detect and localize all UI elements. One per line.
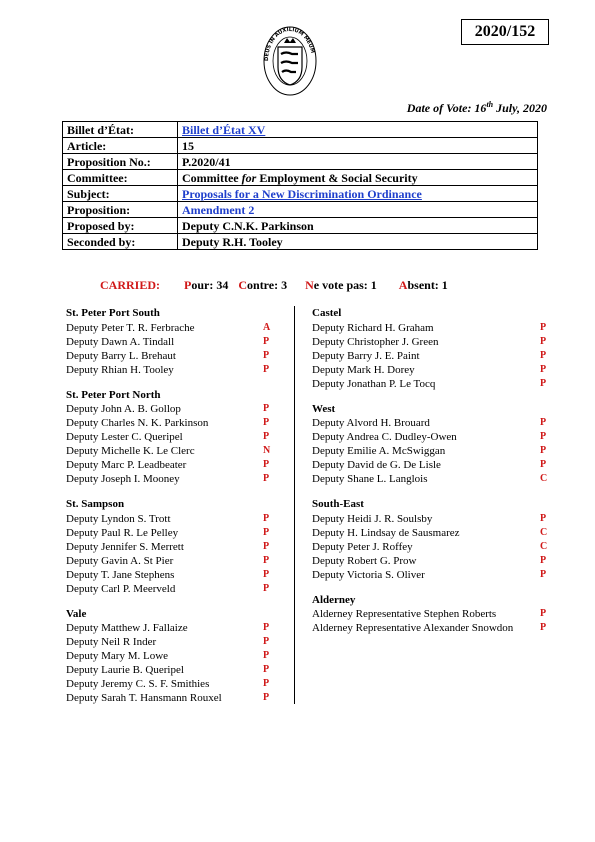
seconded-by-row	[63, 234, 538, 250]
member-row	[312, 512, 552, 526]
member-vote: P	[540, 321, 547, 333]
member-row	[66, 649, 278, 663]
seconded-by-label: Seconded by:	[63, 234, 178, 250]
member-vote: P	[263, 692, 270, 703]
member-row	[312, 621, 552, 635]
proposition-label: Proposition:	[63, 202, 178, 218]
member-row	[66, 691, 278, 705]
member-vote: P	[263, 335, 270, 347]
proposition-no-label: Proposition No.:	[63, 154, 178, 170]
member-name: Deputy Shane L. Langlois	[312, 473, 428, 485]
member-name: Deputy Robert G. Prow	[312, 554, 417, 567]
member-vote: P	[263, 349, 270, 361]
member-vote: P	[540, 512, 547, 524]
billet-row	[63, 122, 538, 138]
member-row	[66, 663, 278, 677]
member-name: Deputy Sarah T. Hansmann Rouxel	[66, 692, 222, 704]
result-status: CARRIED:	[100, 278, 160, 292]
member-name: Deputy Joseph I. Mooney	[66, 473, 180, 485]
amendment-link[interactable]: Amendment 2	[182, 202, 255, 217]
member-name: Deputy Jeremy C. S. F. Smithies	[66, 678, 210, 690]
member-row	[312, 363, 552, 377]
member-name: Deputy David de G. De Lisle	[312, 459, 441, 471]
member-name: Deputy Barry J. E. Paint	[312, 349, 420, 362]
member-row	[312, 526, 552, 540]
member-vote: A	[263, 321, 271, 333]
member-row	[66, 512, 278, 526]
member-name: Deputy Andrea C. Dudley-Owen	[312, 431, 457, 443]
member-name: Deputy Victoria S. Oliver	[312, 568, 425, 581]
member-name: Deputy Jonathan P. Le Tocq	[312, 377, 436, 390]
member-vote: P	[263, 582, 270, 594]
member-vote: P	[263, 636, 270, 647]
member-row	[66, 568, 278, 582]
member-name: Deputy Carl P. Meerveld	[66, 582, 176, 595]
member-vote: P	[263, 650, 270, 661]
member-row	[66, 526, 278, 540]
member-row	[312, 416, 552, 430]
document-reference-number: 2020/152	[461, 19, 549, 45]
group-castel	[312, 307, 552, 391]
member-row	[312, 444, 552, 458]
member-name: Deputy Heidi J. R. Soulsby	[312, 512, 433, 525]
proposed-by-label: Proposed by:	[63, 218, 178, 234]
member-vote: P	[263, 363, 270, 375]
member-name: Deputy Jennifer S. Merrett	[66, 540, 184, 553]
ne-vote-pas-count: e vote pas: 1	[313, 278, 377, 292]
article-label: Article:	[63, 138, 178, 154]
group-south-east	[312, 498, 552, 582]
member-vote: P	[540, 335, 547, 347]
vote-result-summary: CARRIED: Pour: 34 Contre: 3 Ne vote pas: 1 Absent: 1	[100, 278, 448, 292]
member-vote: C	[540, 473, 548, 484]
seal-motto: DEUS IN AUXILIUM MEUM	[263, 26, 316, 62]
member-row	[66, 472, 278, 486]
member-vote: P	[263, 568, 270, 580]
member-name: Deputy Mark H. Dorey	[312, 363, 415, 376]
member-vote: P	[540, 363, 547, 375]
guernsey-seal-icon	[262, 21, 318, 97]
member-name: Deputy T. Jane Stephens	[66, 568, 175, 581]
group-st-sampson	[66, 498, 278, 596]
committee-row	[63, 170, 538, 186]
member-vote: P	[263, 678, 270, 689]
member-vote: P	[263, 664, 270, 675]
member-row	[66, 621, 278, 635]
member-vote: P	[540, 554, 547, 566]
member-row	[66, 458, 278, 472]
member-row	[66, 349, 278, 363]
subject-row	[63, 186, 538, 202]
member-vote: P	[263, 622, 270, 633]
member-vote: P	[540, 459, 547, 470]
member-vote: P	[540, 568, 547, 580]
member-row	[66, 582, 278, 596]
member-name: Deputy Charles N. K. Parkinson	[66, 417, 209, 429]
member-row	[66, 363, 278, 377]
member-vote: P	[263, 526, 270, 538]
member-row	[312, 472, 552, 486]
district-heading: Castel	[312, 307, 342, 319]
district-heading: West	[312, 402, 336, 415]
member-row	[66, 444, 278, 458]
proposition-no-row	[63, 154, 538, 170]
member-name: Alderney Representative Alexander Snowdon	[312, 622, 514, 634]
member-vote: P	[263, 403, 270, 414]
member-vote: P	[540, 417, 547, 428]
member-vote: P	[263, 540, 270, 552]
group-st-peter-port-south	[66, 307, 278, 377]
member-vote: P	[263, 417, 270, 428]
group-alderney	[312, 594, 552, 636]
member-name: Deputy Paul R. Le Pelley	[66, 526, 179, 539]
proposed-by-value: Deputy C.N.K. Parkinson	[178, 218, 538, 234]
district-heading: St. Sampson	[66, 498, 125, 510]
voting-column-left	[66, 307, 278, 717]
member-name: Deputy Christopher J. Green	[312, 335, 439, 348]
member-name: Deputy Gavin A. St Pier	[66, 554, 174, 567]
member-vote: P	[263, 473, 270, 484]
member-row	[312, 568, 552, 582]
subject-link[interactable]: Proposals for a New Discrimination Ordinance	[182, 186, 422, 201]
group-west	[312, 403, 552, 487]
contre-count: ontre: 3	[247, 278, 288, 292]
member-row	[66, 677, 278, 691]
district-heading: Alderney	[312, 593, 356, 606]
member-vote: P	[263, 512, 270, 524]
member-vote: N	[263, 445, 271, 456]
member-row	[312, 540, 552, 554]
member-vote: C	[540, 526, 548, 538]
district-heading: Vale	[66, 607, 87, 620]
member-name: Deputy Alvord H. Brouard	[312, 417, 430, 429]
date-of-vote: Date of Vote: 16th July, 2020	[406, 100, 547, 115]
member-row	[312, 458, 552, 472]
subject-label: Subject:	[63, 186, 178, 202]
member-row	[312, 377, 552, 391]
committee-label: Committee:	[63, 170, 178, 186]
member-name: Deputy Laurie B. Queripel	[66, 664, 184, 676]
member-vote: P	[263, 431, 270, 442]
member-row	[312, 554, 552, 568]
district-heading: South-East	[312, 498, 364, 510]
member-row	[66, 321, 278, 335]
member-row	[66, 416, 278, 430]
member-name: Deputy Michelle K. Le Clerc	[66, 445, 195, 457]
article-row	[63, 138, 538, 154]
member-vote: C	[540, 540, 548, 552]
voting-column-right	[312, 307, 552, 647]
column-divider	[294, 306, 295, 704]
group-st-peter-port-north	[66, 389, 278, 487]
member-row	[66, 554, 278, 568]
member-row	[312, 607, 552, 621]
absent-count: bsent: 1	[407, 278, 448, 292]
member-name: Deputy Barry L. Brehaut	[66, 349, 176, 362]
member-row	[66, 335, 278, 349]
member-vote: P	[540, 349, 547, 361]
member-name: Deputy Dawn A. Tindall	[66, 335, 175, 348]
member-row	[312, 430, 552, 444]
proposed-by-row	[63, 218, 538, 234]
district-heading: St. Peter Port South	[66, 307, 160, 319]
member-name: Deputy Matthew J. Fallaize	[66, 622, 188, 634]
member-vote: P	[540, 431, 547, 442]
seconded-by-value: Deputy R.H. Tooley	[178, 234, 538, 250]
member-row	[66, 540, 278, 554]
member-name: Deputy Mary M. Lowe	[66, 650, 169, 662]
member-row	[312, 349, 552, 363]
member-vote: P	[540, 622, 547, 633]
member-name: Deputy Lester C. Queripel	[66, 431, 183, 443]
district-heading: St. Peter Port North	[66, 388, 161, 401]
member-vote: P	[263, 459, 270, 470]
proposition-info-table	[62, 121, 538, 250]
member-name: Deputy Emilie A. McSwiggan	[312, 445, 446, 457]
pour-count: our: 34	[191, 278, 229, 292]
member-name: Alderney Representative Stephen Roberts	[312, 608, 497, 620]
member-row	[312, 321, 552, 335]
billet-label: Billet d’État:	[63, 122, 178, 138]
member-name: Deputy Marc P. Leadbeater	[66, 459, 187, 471]
article-value: 15	[178, 138, 538, 154]
member-name: Deputy Rhian H. Tooley	[66, 363, 174, 376]
member-row	[66, 635, 278, 649]
member-vote: P	[540, 377, 547, 389]
member-row	[66, 430, 278, 444]
member-vote: P	[540, 608, 547, 619]
proposition-row	[63, 202, 538, 218]
member-name: Deputy Richard H. Graham	[312, 321, 434, 334]
member-row	[66, 402, 278, 416]
member-name: Deputy Peter J. Roffey	[312, 540, 413, 553]
member-name: Deputy Neil R Inder	[66, 636, 157, 648]
member-name: Deputy H. Lindsay de Sausmarez	[312, 526, 460, 539]
group-vale	[66, 608, 278, 706]
member-row	[312, 335, 552, 349]
member-name: Deputy John A. B. Gollop	[66, 403, 181, 415]
member-name: Deputy Peter T. R. Ferbrache	[66, 321, 195, 334]
member-vote: P	[540, 445, 547, 456]
billet-link[interactable]: Billet d’État XV	[182, 122, 266, 137]
member-name: Deputy Lyndon S. Trott	[66, 512, 171, 525]
committee-value: Committee for Employment & Social Security	[178, 170, 538, 186]
member-vote: P	[263, 554, 270, 566]
proposition-no-value: P.2020/41	[178, 154, 538, 170]
